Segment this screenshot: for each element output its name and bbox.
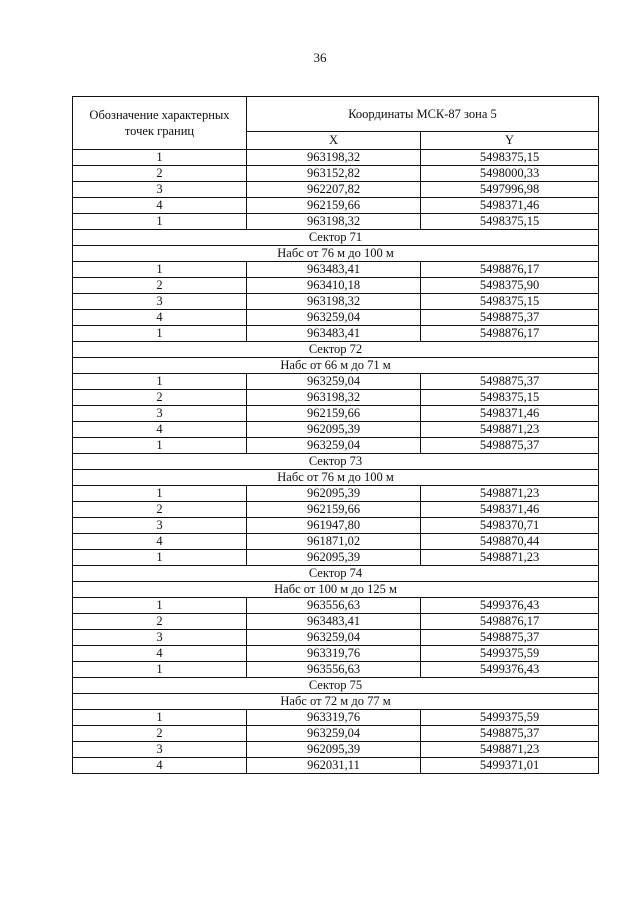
table-row bbox=[73, 166, 599, 182]
table-row bbox=[73, 326, 599, 342]
table-row bbox=[73, 310, 599, 326]
y-coordinate-cell: 5498375,15 bbox=[421, 294, 599, 310]
y-coordinate-cell: 5498871,23 bbox=[421, 422, 599, 438]
table-row bbox=[73, 294, 599, 310]
table-header bbox=[73, 97, 599, 150]
section-label: Сектор 74 bbox=[73, 566, 599, 582]
point-id-cell: 1 bbox=[73, 486, 247, 502]
table-row bbox=[73, 374, 599, 390]
point-id-cell: 1 bbox=[73, 326, 247, 342]
x-coordinate-cell: 963259,04 bbox=[247, 726, 421, 742]
x-coordinate-cell: 963198,32 bbox=[247, 150, 421, 166]
table-row bbox=[73, 518, 599, 534]
x-coordinate-cell: 963198,32 bbox=[247, 294, 421, 310]
section-row bbox=[73, 454, 599, 470]
x-coordinate-cell: 963483,41 bbox=[247, 326, 421, 342]
table-row bbox=[73, 438, 599, 454]
point-id-cell: 4 bbox=[73, 422, 247, 438]
y-coordinate-cell: 5498375,15 bbox=[421, 390, 599, 406]
section-row bbox=[73, 470, 599, 486]
table-row bbox=[73, 598, 599, 614]
y-coordinate-cell: 5498876,17 bbox=[421, 326, 599, 342]
x-coordinate-cell: 962159,66 bbox=[247, 406, 421, 422]
header-row bbox=[73, 97, 599, 132]
x-coordinate-cell: 963483,41 bbox=[247, 614, 421, 630]
table-row bbox=[73, 550, 599, 566]
x-coordinate-cell: 962207,82 bbox=[247, 182, 421, 198]
table-row bbox=[73, 630, 599, 646]
y-coordinate-cell: 5498870,44 bbox=[421, 534, 599, 550]
x-coordinate-cell: 963259,04 bbox=[247, 310, 421, 326]
x-coordinate-cell: 963319,76 bbox=[247, 710, 421, 726]
point-id-cell: 4 bbox=[73, 310, 247, 326]
y-coordinate-cell: 5498000,33 bbox=[421, 166, 599, 182]
y-coordinate-cell: 5499375,59 bbox=[421, 646, 599, 662]
table-row bbox=[73, 406, 599, 422]
point-id-cell: 2 bbox=[73, 726, 247, 742]
x-coordinate-cell: 963259,04 bbox=[247, 630, 421, 646]
y-coordinate-cell: 5498371,46 bbox=[421, 406, 599, 422]
section-row bbox=[73, 246, 599, 262]
table-row bbox=[73, 534, 599, 550]
section-row bbox=[73, 230, 599, 246]
table-row bbox=[73, 646, 599, 662]
table-row bbox=[73, 198, 599, 214]
section-label: Набс от 100 м до 125 м bbox=[73, 582, 599, 598]
y-coordinate-cell: 5499376,43 bbox=[421, 598, 599, 614]
point-id-cell: 3 bbox=[73, 182, 247, 198]
point-id-cell: 4 bbox=[73, 534, 247, 550]
x-coordinate-cell: 963259,04 bbox=[247, 438, 421, 454]
point-id-cell: 3 bbox=[73, 294, 247, 310]
table-row bbox=[73, 614, 599, 630]
point-id-cell: 2 bbox=[73, 614, 247, 630]
y-coordinate-cell: 5498371,46 bbox=[421, 198, 599, 214]
section-label: Сектор 72 bbox=[73, 342, 599, 358]
point-id-cell: 3 bbox=[73, 630, 247, 646]
section-label: Сектор 71 bbox=[73, 230, 599, 246]
table-row bbox=[73, 758, 599, 774]
table-row bbox=[73, 214, 599, 230]
point-id-cell: 3 bbox=[73, 742, 247, 758]
section-row bbox=[73, 566, 599, 582]
y-coordinate-cell: 5498371,46 bbox=[421, 502, 599, 518]
page-number: 36 bbox=[313, 50, 327, 65]
point-label-header: Обозначение характерных точек границ bbox=[73, 97, 247, 150]
x-coordinate-cell: 963198,32 bbox=[247, 214, 421, 230]
section-label: Набс от 76 м до 100 м bbox=[73, 470, 599, 486]
x-coordinate-cell: 963152,82 bbox=[247, 166, 421, 182]
x-coordinate-cell: 961947,80 bbox=[247, 518, 421, 534]
x-coordinate-cell: 963259,04 bbox=[247, 374, 421, 390]
table-row bbox=[73, 502, 599, 518]
y-coordinate-cell: 5498876,17 bbox=[421, 262, 599, 278]
table-row bbox=[73, 486, 599, 502]
x-coordinate-cell: 962095,39 bbox=[247, 550, 421, 566]
point-id-cell: 2 bbox=[73, 278, 247, 294]
point-id-cell: 4 bbox=[73, 758, 247, 774]
section-label: Набс от 76 м до 100 м bbox=[73, 246, 599, 262]
x-coordinate-cell: 961871,02 bbox=[247, 534, 421, 550]
point-id-cell: 4 bbox=[73, 198, 247, 214]
point-id-cell: 2 bbox=[73, 390, 247, 406]
section-label: Сектор 75 bbox=[73, 678, 599, 694]
x-coordinate-cell: 963483,41 bbox=[247, 262, 421, 278]
x-coordinate-cell: 962159,66 bbox=[247, 198, 421, 214]
point-id-cell: 2 bbox=[73, 166, 247, 182]
table-row bbox=[73, 726, 599, 742]
y-coordinate-cell: 5499376,43 bbox=[421, 662, 599, 678]
coordinates-title-header: Координаты МСК-87 зона 5 bbox=[247, 97, 599, 132]
table-row bbox=[73, 422, 599, 438]
section-row bbox=[73, 342, 599, 358]
point-id-cell: 4 bbox=[73, 646, 247, 662]
table-row bbox=[73, 390, 599, 406]
x-coordinate-cell: 962031,11 bbox=[247, 758, 421, 774]
table-row bbox=[73, 742, 599, 758]
x-coordinate-cell: 963556,63 bbox=[247, 662, 421, 678]
x-coordinate-cell: 963410,18 bbox=[247, 278, 421, 294]
table-row bbox=[73, 278, 599, 294]
y-coordinate-cell: 5499371,01 bbox=[421, 758, 599, 774]
point-id-cell: 1 bbox=[73, 438, 247, 454]
section-row bbox=[73, 678, 599, 694]
x-coordinate-cell: 962095,39 bbox=[247, 422, 421, 438]
y-coordinate-cell: 5498875,37 bbox=[421, 374, 599, 390]
section-label: Сектор 73 bbox=[73, 454, 599, 470]
coordinates-table bbox=[72, 96, 599, 774]
x-coordinate-cell: 962095,39 bbox=[247, 486, 421, 502]
y-coordinate-cell: 5498375,15 bbox=[421, 214, 599, 230]
y-coordinate-cell: 5498875,37 bbox=[421, 438, 599, 454]
point-id-cell: 1 bbox=[73, 150, 247, 166]
point-id-cell: 1 bbox=[73, 710, 247, 726]
section-row bbox=[73, 582, 599, 598]
section-row bbox=[73, 358, 599, 374]
y-coordinate-cell: 5498871,23 bbox=[421, 742, 599, 758]
y-axis-header: Y bbox=[421, 132, 599, 150]
table-row bbox=[73, 262, 599, 278]
y-coordinate-cell: 5498871,23 bbox=[421, 486, 599, 502]
x-coordinate-cell: 963198,32 bbox=[247, 390, 421, 406]
point-id-cell: 1 bbox=[73, 374, 247, 390]
point-id-cell: 2 bbox=[73, 502, 247, 518]
section-label: Набс от 72 м до 77 м bbox=[73, 694, 599, 710]
point-id-cell: 1 bbox=[73, 550, 247, 566]
y-coordinate-cell: 5498876,17 bbox=[421, 614, 599, 630]
x-coordinate-cell: 963319,76 bbox=[247, 646, 421, 662]
section-label: Набс от 66 м до 71 м bbox=[73, 358, 599, 374]
y-coordinate-cell: 5499375,59 bbox=[421, 710, 599, 726]
y-coordinate-cell: 5497996,98 bbox=[421, 182, 599, 198]
table-row bbox=[73, 710, 599, 726]
point-id-cell: 1 bbox=[73, 214, 247, 230]
point-id-cell: 3 bbox=[73, 406, 247, 422]
point-id-cell: 1 bbox=[73, 262, 247, 278]
x-axis-header: X bbox=[247, 132, 421, 150]
y-coordinate-cell: 5498875,37 bbox=[421, 310, 599, 326]
y-coordinate-cell: 5498875,37 bbox=[421, 630, 599, 646]
point-id-cell: 1 bbox=[73, 662, 247, 678]
table-row bbox=[73, 182, 599, 198]
table-row bbox=[73, 150, 599, 166]
section-row bbox=[73, 694, 599, 710]
table-row bbox=[73, 662, 599, 678]
table-body bbox=[73, 150, 599, 774]
y-coordinate-cell: 5498871,23 bbox=[421, 550, 599, 566]
x-coordinate-cell: 963556,63 bbox=[247, 598, 421, 614]
y-coordinate-cell: 5498375,90 bbox=[421, 278, 599, 294]
point-id-cell: 3 bbox=[73, 518, 247, 534]
y-coordinate-cell: 5498875,37 bbox=[421, 726, 599, 742]
x-coordinate-cell: 962095,39 bbox=[247, 742, 421, 758]
x-coordinate-cell: 962159,66 bbox=[247, 502, 421, 518]
point-id-cell: 1 bbox=[73, 598, 247, 614]
y-coordinate-cell: 5498370,71 bbox=[421, 518, 599, 534]
y-coordinate-cell: 5498375,15 bbox=[421, 150, 599, 166]
